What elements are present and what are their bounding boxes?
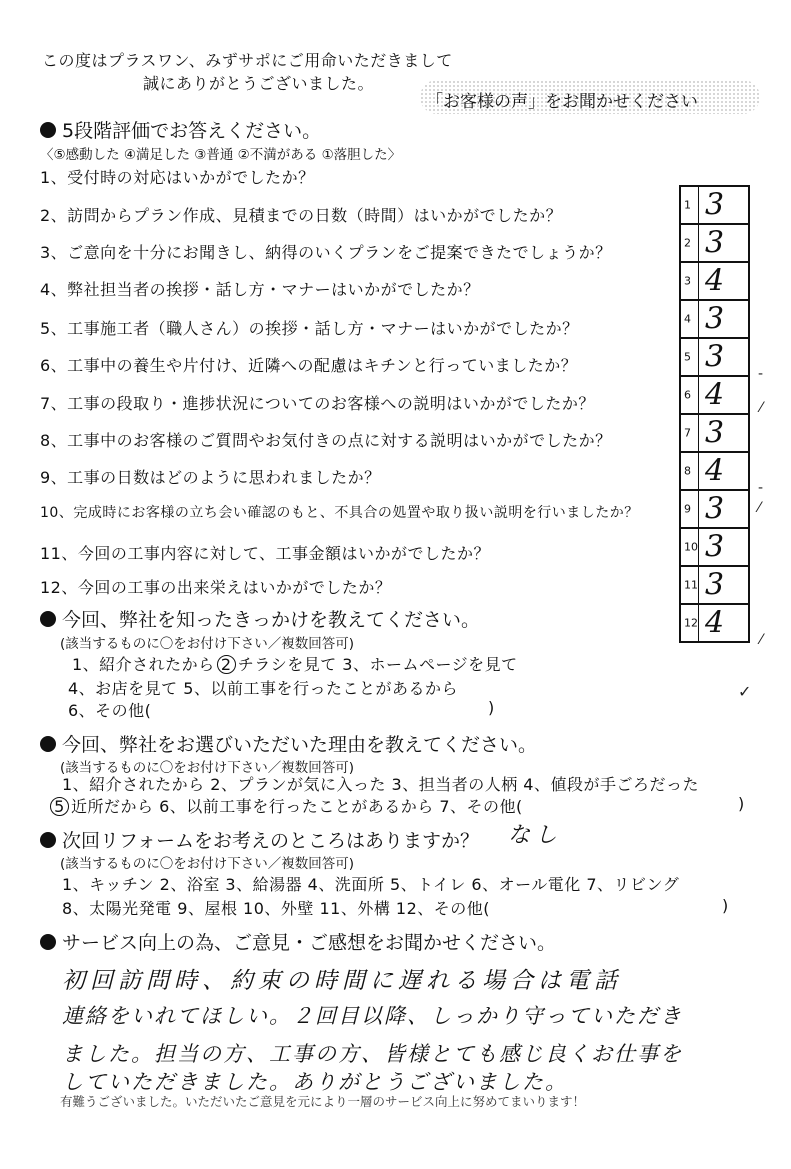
rating-heading-text: 5段階評価でお答えください。 bbox=[62, 120, 322, 142]
check-mark: ‐ bbox=[758, 366, 764, 382]
answer-value: 3 bbox=[705, 491, 725, 527]
voice-banner bbox=[420, 80, 760, 114]
bullet-icon bbox=[40, 611, 56, 627]
answer-number: 12 bbox=[684, 616, 698, 630]
option-text: 1、紹介されたから bbox=[72, 655, 215, 674]
reason-note: (該当するものに〇をお付け下さい／複数回答可) bbox=[60, 760, 355, 776]
intro-line-1: この度はプラスワン、みずサポにご用命いただきまして bbox=[42, 51, 453, 70]
question-5: 5、工事施工者（職人さん）の挨拶・話し方・マナーはいかがでしたか？ bbox=[40, 319, 579, 338]
bullet-icon bbox=[40, 736, 56, 752]
box-divider bbox=[698, 453, 699, 489]
box-divider bbox=[698, 529, 699, 565]
rating-heading bbox=[40, 116, 321, 143]
answer-number: 5 bbox=[684, 350, 691, 364]
answer-number: 9 bbox=[684, 502, 691, 516]
know-options-3: 6、その他( bbox=[68, 701, 152, 720]
reason-heading-text: 今回、弊社をお選びいただいた理由を教えてください。 bbox=[62, 734, 538, 756]
next-close: ) bbox=[722, 896, 729, 915]
circled-choice: 5 bbox=[50, 797, 69, 816]
know-options-1 bbox=[72, 652, 518, 675]
reason-options-2 bbox=[48, 794, 523, 817]
answer-number: 6 bbox=[684, 388, 691, 402]
option-text: 近所だから 6、以前工事を行ったことがあるから 7、その他( bbox=[71, 797, 523, 816]
know-options-2: 4、お店を見て 5、以前工事を行ったことがあるから bbox=[68, 679, 458, 698]
answer-number: 3 bbox=[684, 274, 691, 288]
intro-line-2: 誠にありがとうございました。 bbox=[143, 74, 375, 93]
next-heading bbox=[40, 826, 479, 853]
answer-value: 4 bbox=[705, 377, 725, 413]
answer-value: 3 bbox=[705, 301, 725, 337]
answer-number: 10 bbox=[684, 540, 698, 554]
answer-number: 7 bbox=[684, 426, 691, 440]
box-divider bbox=[698, 491, 699, 527]
know-note: (該当するものに〇をお付け下さい／複数回答可) bbox=[60, 636, 355, 652]
comment-heading-text: サービス向上の為、ご意見・ご感想をお聞かせください。 bbox=[62, 932, 557, 954]
answer-box-6 bbox=[679, 375, 750, 415]
answer-box-12 bbox=[679, 603, 750, 643]
question-1: 1、受付時の対応はいかがでしたか？ bbox=[40, 168, 315, 187]
bullet-icon bbox=[40, 122, 56, 138]
box-divider bbox=[698, 187, 699, 223]
answer-box-3 bbox=[679, 261, 750, 301]
question-10: 10、完成時にお客様の立ち会い確認のもと、不具合の処置や取り扱い説明を行いましたか？ bbox=[40, 505, 639, 521]
check-mark: ✓ bbox=[738, 682, 752, 701]
circled-choice: 2 bbox=[217, 655, 236, 674]
know-heading-text: 今回、弊社を知ったきっかけを教えてください。 bbox=[62, 609, 481, 631]
next-options-1: 1、キッチン 2、浴室 3、給湯器 4、洗面所 5、トイレ 6、オール電化 7、リビング bbox=[62, 875, 680, 894]
box-divider bbox=[698, 339, 699, 375]
answer-box-7 bbox=[679, 413, 750, 453]
box-divider bbox=[698, 377, 699, 413]
answer-box-10 bbox=[679, 527, 750, 567]
check-mark: ⁄ bbox=[760, 632, 763, 648]
answer-number: 2 bbox=[684, 236, 691, 250]
bullet-icon bbox=[40, 832, 56, 848]
box-divider bbox=[698, 567, 699, 603]
answer-value: 4 bbox=[705, 605, 725, 641]
question-7: 7、工事の段取り・進捗状況についてのお客様への説明はいかがでしたか？ bbox=[40, 394, 595, 413]
comment-line: 初回訪問時、約束の時間に遅れる場合は電話 bbox=[62, 968, 622, 994]
answer-box-1 bbox=[679, 185, 750, 225]
answer-number: 11 bbox=[684, 578, 698, 592]
check-mark: ⁄ bbox=[758, 500, 761, 516]
question-4: 4、弊社担当者の挨拶・話し方・マナーはいかがでしたか？ bbox=[40, 280, 480, 299]
answer-box-8 bbox=[679, 451, 750, 491]
option-text: チラシを見て 3、ホームページを見て bbox=[237, 655, 518, 674]
question-12: 12、今回の工事の出来栄えはいかがでしたか？ bbox=[40, 578, 392, 597]
answer-box-4 bbox=[679, 299, 750, 339]
next-answer: なし bbox=[508, 823, 563, 848]
box-divider bbox=[698, 415, 699, 451]
answer-value: 3 bbox=[705, 529, 725, 565]
comment-heading bbox=[40, 928, 556, 955]
box-divider bbox=[698, 301, 699, 337]
question-11: 11、今回の工事内容に対して、工事金額はいかがでしたか？ bbox=[40, 544, 491, 563]
check-mark: ⁄ bbox=[760, 400, 763, 416]
answer-box-5 bbox=[679, 337, 750, 377]
next-heading-text: 次回リフォームをお考えのところはありますか？ bbox=[62, 830, 480, 852]
check-mark: ‐ bbox=[758, 480, 764, 496]
footer-thanks: 有難うございました。いただいたご意見を元により一層のサービス向上に努めてまいります！ bbox=[60, 1094, 586, 1109]
question-9: 9、工事の日数はどのように思われましたか？ bbox=[40, 468, 381, 487]
comment-line: 連絡をいれてほしい。２回目以降、しっかり守っていただき bbox=[62, 1004, 683, 1028]
know-heading bbox=[40, 605, 480, 632]
box-divider bbox=[698, 605, 699, 641]
answer-value: 4 bbox=[705, 263, 725, 299]
answer-value: 3 bbox=[705, 187, 725, 223]
question-2: 2、訪問からプラン作成、見積までの日数（時間）はいかがでしたか？ bbox=[40, 206, 563, 225]
answer-number: 8 bbox=[684, 464, 691, 478]
answer-value: 3 bbox=[705, 567, 725, 603]
next-note: (該当するものに〇をお付け下さい／複数回答可) bbox=[60, 856, 355, 872]
answer-box-11 bbox=[679, 565, 750, 605]
box-divider bbox=[698, 225, 699, 261]
rating-scale: 〈⑤感動した ④満足した ③普通 ②不満がある ①落胆した〉 bbox=[40, 147, 402, 163]
box-divider bbox=[698, 263, 699, 299]
question-3: 3、ご意向を十分にお聞きし、納得のいくプランをご提案できたでしょうか？ bbox=[40, 243, 612, 262]
reason-close: ) bbox=[738, 794, 745, 813]
answer-number: 1 bbox=[684, 198, 691, 212]
next-options-2: 8、太陽光発電 9、屋根 10、外壁 11、外構 12、その他( bbox=[62, 899, 491, 918]
question-6: 6、工事中の養生や片付け、近隣への配慮はキチンと行っていましたか？ bbox=[40, 356, 578, 375]
reason-heading bbox=[40, 730, 537, 757]
answer-value: 4 bbox=[705, 453, 725, 489]
know-close: ) bbox=[488, 698, 495, 717]
comment-line: ました。担当の方、工事の方、皆様とても感じ良くお仕事を bbox=[62, 1042, 683, 1066]
comment-line: していただきました。ありがとうございました。 bbox=[62, 1070, 568, 1094]
reason-options-1: 1、紹介されたから 2、プランが気に入った 3、担当者の人柄 4、値段が手ごろだった bbox=[62, 775, 699, 794]
answer-box-2 bbox=[679, 223, 750, 263]
answer-value: 3 bbox=[705, 415, 725, 451]
question-8: 8、工事中のお客様のご質問やお気付きの点に対する説明はいかがでしたか？ bbox=[40, 431, 612, 450]
answer-value: 3 bbox=[705, 339, 725, 375]
answer-value: 3 bbox=[705, 225, 725, 261]
answer-box-9 bbox=[679, 489, 750, 529]
bullet-icon bbox=[40, 934, 56, 950]
answer-number: 4 bbox=[684, 312, 691, 326]
voice-title: 「お客様の声」をお聞かせください bbox=[426, 92, 698, 112]
